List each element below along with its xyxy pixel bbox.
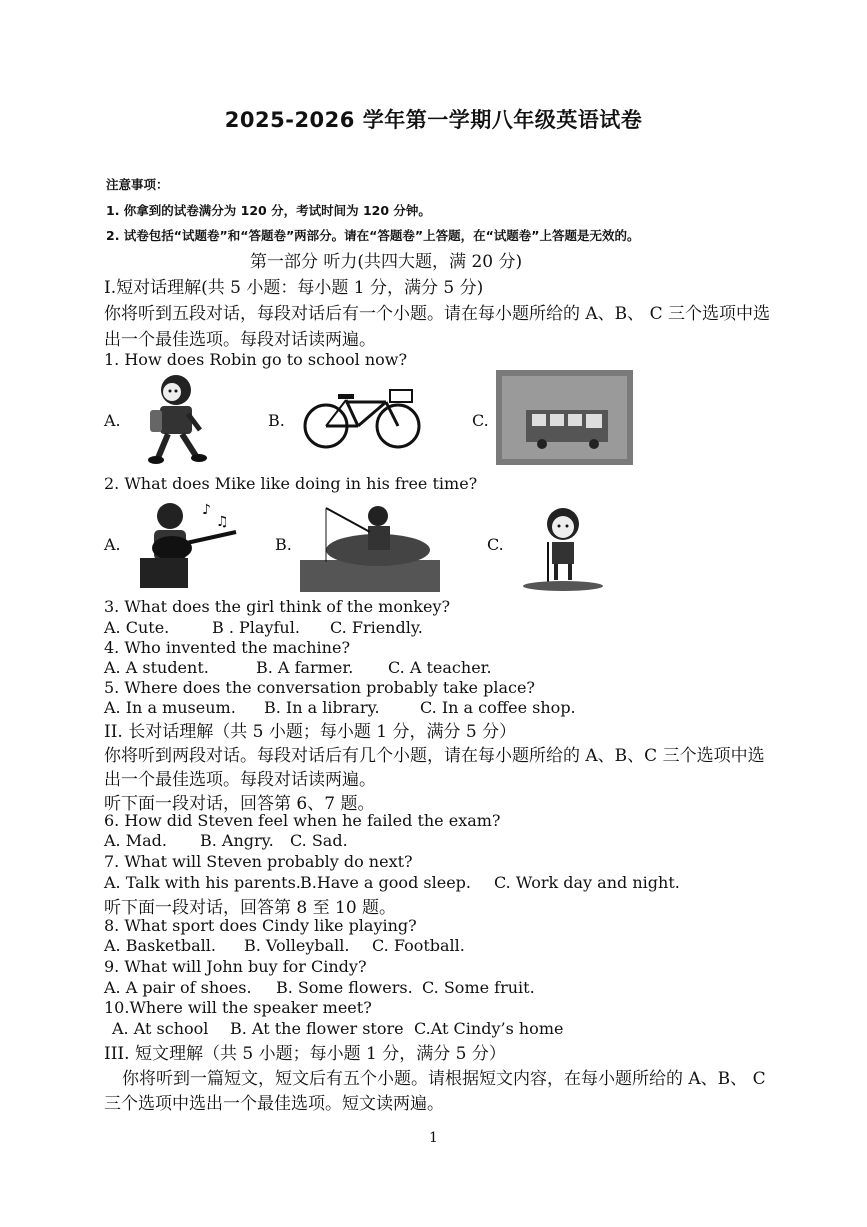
part1-heading: 第一部分 听力(共四大题，满 20 分): [250, 252, 523, 272]
q2-stem: 2. What does Mike like doing in his free time?: [104, 474, 478, 493]
singer-illustration: [518, 506, 608, 592]
q5-option-a: A. In a museum.: [104, 698, 236, 717]
section2-instruction-1: 你将听到两段对话。每段对话后有几个小题，请在每小题所给的 A、B、C 三个选项中选: [104, 746, 765, 766]
section2-instruction-2: 出一个最佳选项。每段对话读两遍。: [104, 770, 376, 790]
svg-text:♪: ♪: [202, 502, 211, 518]
q7-option-a: A. Talk with his parents.: [104, 873, 301, 892]
q2-option-c-label: C.: [487, 535, 504, 554]
bus-photo: [496, 370, 633, 465]
page-number: 1: [429, 1130, 438, 1146]
q7-stem: 7. What will Steven probably do next?: [104, 852, 413, 871]
q1-option-c-label: C.: [472, 411, 489, 430]
q10-option-c: C.At Cindy’s home: [414, 1019, 564, 1038]
q10-option-a: A. At school: [112, 1019, 209, 1038]
q3-option-c: C. Friendly.: [330, 618, 423, 637]
q4-option-a: A. A student.: [104, 658, 209, 677]
q10-stem: 10.Where will the speaker meet?: [104, 998, 372, 1017]
q5-option-b: B. In a library.: [264, 698, 380, 717]
q1-option-a-label: A.: [104, 411, 121, 430]
q2-option-b-label: B.: [275, 535, 292, 554]
q8-option-c: C. Football.: [372, 936, 465, 955]
q8-option-a: A. Basketball.: [104, 936, 216, 955]
section3-heading: III. 短文理解（共 5 小题；每小题 1 分，满分 5 分）: [104, 1044, 506, 1064]
q4-option-b: B. A farmer.: [256, 658, 354, 677]
fishing-illustration: [300, 500, 440, 592]
q10-option-b: B. At the flower store: [230, 1019, 404, 1038]
q2-option-a-label: A.: [104, 535, 121, 554]
section1-instruction-2: 出一个最佳选项。每段对话读两遍。: [104, 330, 376, 350]
svg-text:♫: ♫: [216, 514, 229, 530]
section3-instruction-2: 三个选项中选出一个最佳选项。短文读两遍。: [104, 1094, 444, 1114]
listen-instruction-6-7: 听下面一段对话，回答第 6、7 题。: [104, 794, 375, 814]
notes-item-2: 2. 试卷包括“试题卷”和“答题卷”两部分。请在“答题卷”上答题，在“试题卷”上答题是无效的。: [106, 228, 640, 243]
q9-option-a: A. A pair of shoes.: [104, 978, 252, 997]
guitar-player-illustration: [132, 498, 242, 590]
q8-option-b: B. Volleyball.: [244, 936, 350, 955]
q9-stem: 9. What will John buy for Cindy?: [104, 957, 367, 976]
q3-option-a: A. Cute.: [104, 618, 170, 637]
q4-stem: 4. Who invented the machine?: [104, 638, 351, 657]
q3-stem: 3. What does the girl think of the monkey?: [104, 597, 451, 616]
q7-option-c: C. Work day and night.: [494, 873, 680, 892]
q1-option-b-label: B.: [268, 411, 285, 430]
q6-option-b: B. Angry.: [200, 831, 274, 850]
section2-heading: II. 长对话理解（共 5 小题；每小题 1 分，满分 5 分）: [104, 722, 517, 742]
q9-option-b: B. Some flowers.: [276, 978, 413, 997]
q4-option-c: C. A teacher.: [388, 658, 492, 677]
notes-heading: 注意事项：: [106, 177, 169, 192]
q6-option-a: A. Mad.: [104, 831, 167, 850]
bicycle-illustration: [300, 388, 424, 450]
section1-instruction-1: 你将听到五段对话，每段对话后有一个小题。请在每小题所给的 A、B、 C 三个选项中选: [104, 304, 770, 324]
q5-option-c: C. In a coffee shop.: [420, 698, 576, 717]
q9-option-c: C. Some fruit.: [422, 978, 535, 997]
q1-stem: 1. How does Robin go to school now?: [104, 350, 408, 369]
listen-instruction-8-10: 听下面一段对话，回答第 8 至 10 题。: [104, 898, 397, 918]
notes-item-1: 1. 你拿到的试卷满分为 120 分，考试时间为 120 分钟。: [106, 203, 431, 218]
q6-stem: 6. How did Steven feel when he failed the exam?: [104, 811, 501, 830]
section3-instruction-1: 你将听到一篇短文，短文后有五个小题。请根据短文内容，在每小题所给的 A、B、 C: [122, 1069, 766, 1089]
q6-option-c: C. Sad.: [290, 831, 348, 850]
walking-boy-illustration: [142, 370, 210, 466]
q5-stem: 5. Where does the conversation probably take place?: [104, 678, 535, 697]
q7-option-b: B.Have a good sleep.: [300, 873, 471, 892]
q8-stem: 8. What sport does Cindy like playing?: [104, 916, 417, 935]
exam-title: 2025-2026 学年第一学期八年级英语试卷: [224, 108, 643, 132]
section1-heading: I.短对话理解(共 5 小题：每小题 1 分，满分 5 分): [104, 278, 484, 298]
q3-option-b: B . Playful.: [212, 618, 300, 637]
